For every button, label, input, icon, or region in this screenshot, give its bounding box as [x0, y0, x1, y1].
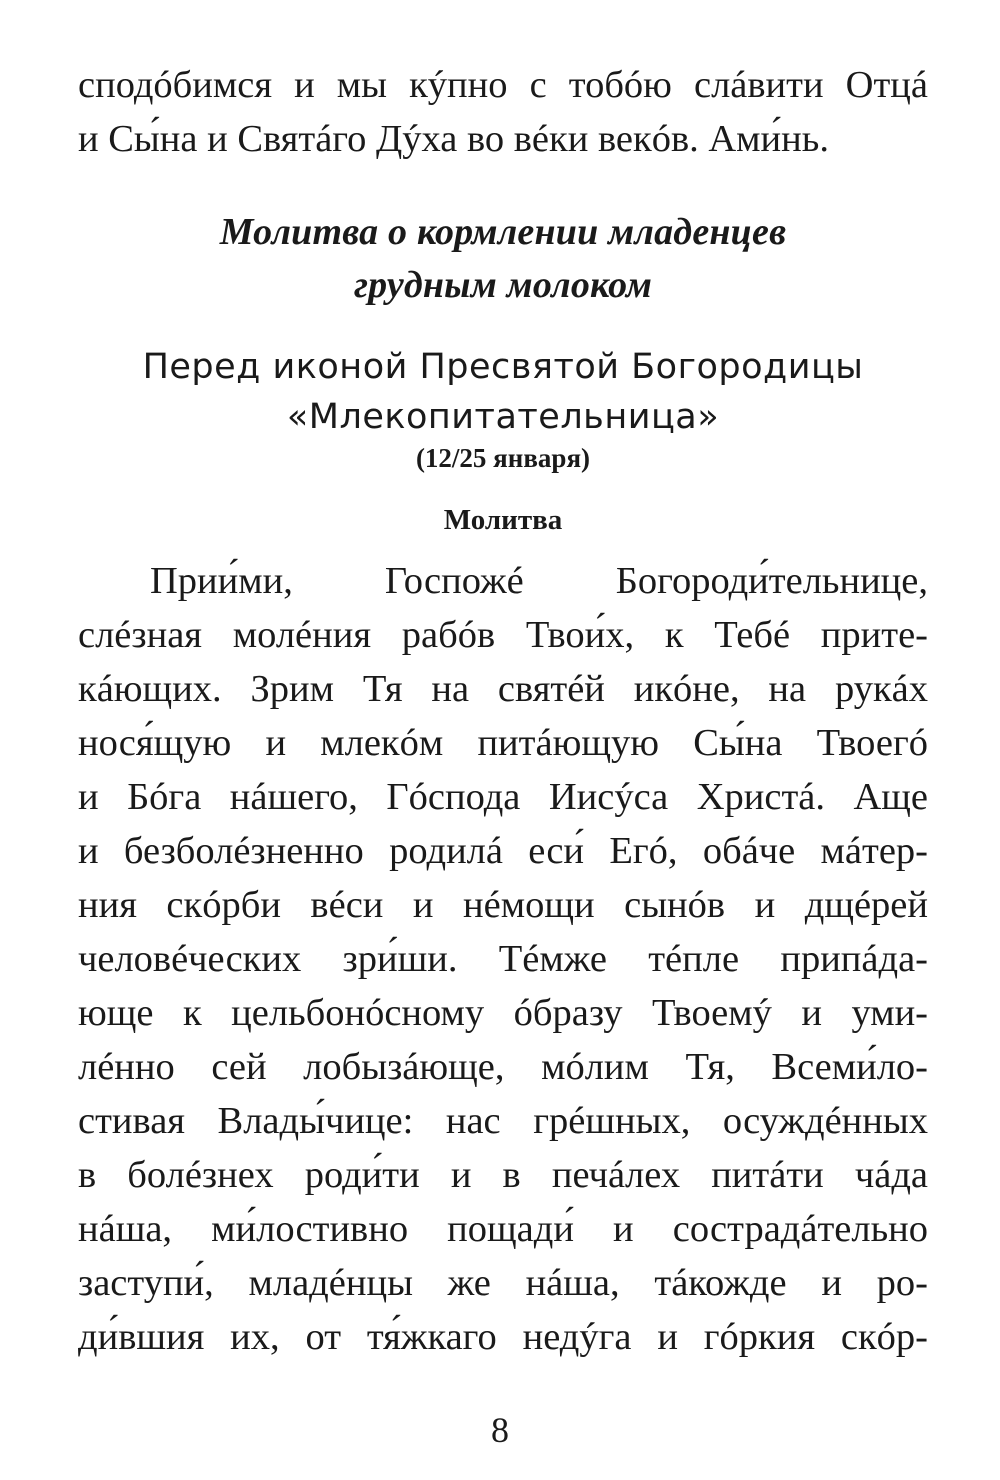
text-line: сподóбимся и мы кýпно с тобóю слáвити Отцá — [78, 64, 928, 106]
text-line: заступи́, младéнцы же нáша, тáкожде и ро- — [78, 1262, 928, 1304]
prayer-heading: Молитва — [443, 504, 563, 536]
text-line: в болéзнех роди́ти и в печáлех питáти чáда — [78, 1154, 928, 1196]
text-line: юще к цельбонóсному óбразу Твоемý и уми- — [78, 992, 928, 1034]
text-line: и безболéзненно родилá еси́ Егó, обáче мáтер- — [78, 830, 928, 872]
prayer-title — [78, 206, 928, 312]
text-line: стивая Влады́чице: нас грéшных, осуждéнных — [78, 1100, 928, 1142]
page-text-block — [78, 58, 928, 1364]
title-line: Молитва о кормлении младенцев — [219, 211, 787, 253]
text-line: лéнно сей лобызáюще, мóлим Тя, Всеми́ло- — [78, 1046, 928, 1088]
page-number: 8 — [491, 1410, 509, 1450]
subtitle-line: Перед иконой Пресвятой Богородицы — [142, 347, 864, 387]
text-line: нáша, ми́лостивно пощади́ и сострадáтельно — [78, 1208, 928, 1250]
text-line: ния скóрби вéси и нéмощи сынóв и дщéрей — [78, 884, 928, 926]
text-line: и Бóга нáшего, Гóспода Иисýса Христá. Аще — [78, 776, 928, 818]
icon-subtitle — [78, 342, 928, 442]
text-line: Прии́ми, Госпожé Богороди́тельнице, — [150, 560, 928, 602]
text-line: ди́вшия их, от тя́жкаго недýга и гóркия скóр- — [78, 1316, 928, 1358]
continuation-paragraph — [78, 58, 928, 166]
text-line: слéзная молéния рабóв Твои́х, к Тебé прите- — [78, 614, 928, 656]
text-line: нося́щую и млекóм питáющую Сы́на Твоегó — [78, 722, 928, 764]
feast-date: (12/25 января) — [415, 443, 591, 473]
title-line: грудным молоком — [353, 264, 653, 306]
subtitle-line: «Млекопитательница» — [286, 397, 720, 437]
prayer-body — [78, 554, 928, 1364]
text-line: кáющих. Зрим Тя на святéй икóне, на рукáх — [78, 668, 928, 710]
text-line: и Сы́на и Святáго Дýха во вéки векóв. Ами́нь. — [78, 118, 829, 160]
text-line: человéческих зри́ши. Тéмже тéпле припáда- — [78, 938, 928, 980]
